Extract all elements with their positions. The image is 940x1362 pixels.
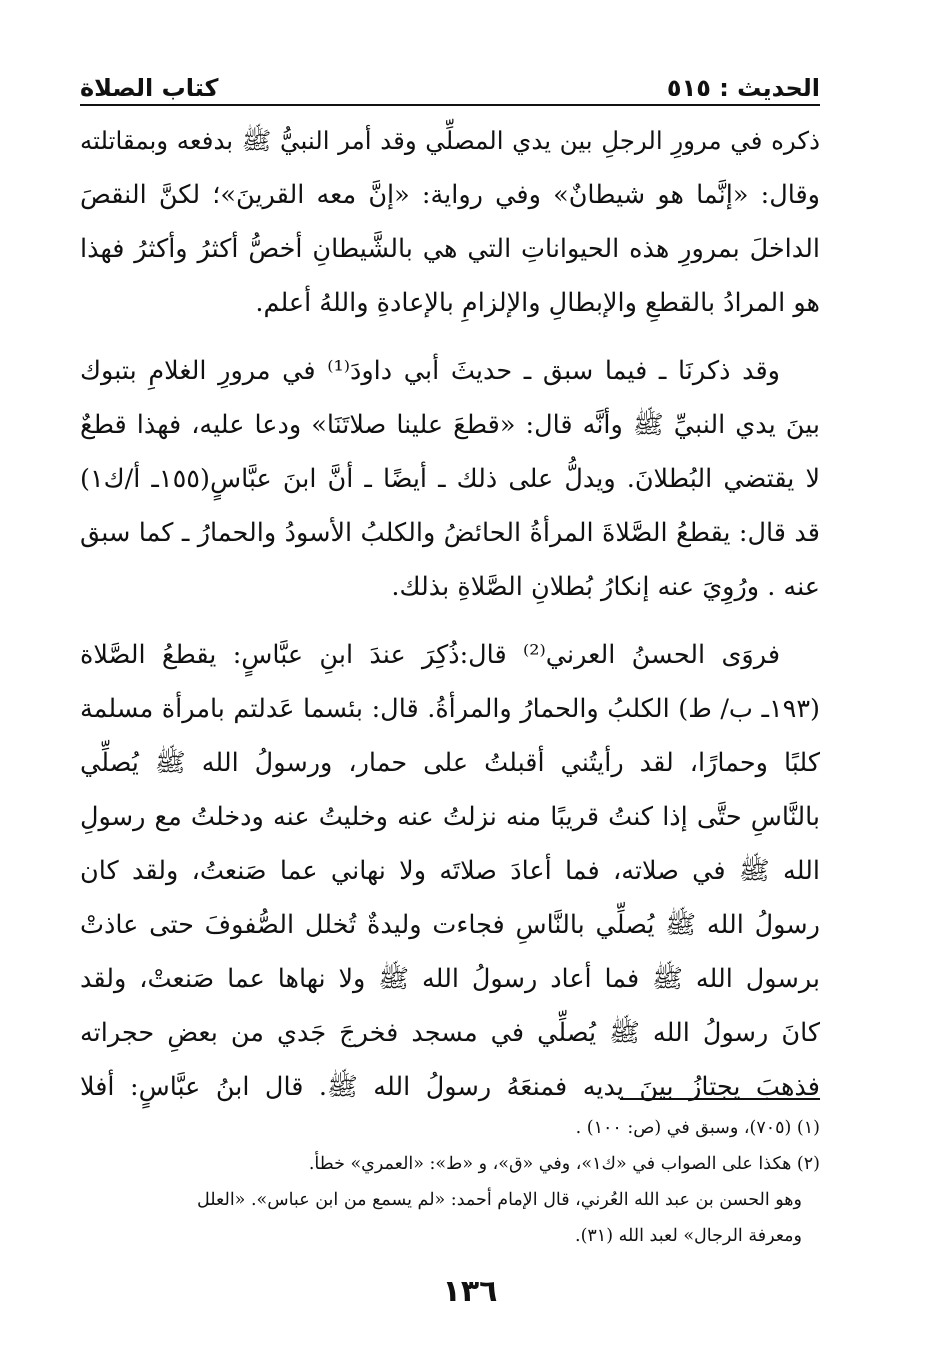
text-line: كانَ رسولُ الله ﷺ يُصلِّي في مسجد فخرجَ جَدي من بعضِ حجراته	[80, 1018, 820, 1048]
main-text	[80, 114, 820, 1128]
header-divider	[80, 104, 820, 106]
text-line: بالنَّاسِ حتَّى إذا كنتُ قريبًا منه نزلتُ عنه وخليتُ عنه ودخلتُ مع رسولِ	[80, 802, 820, 832]
footnote-divider	[620, 1098, 820, 1100]
text-line: رسولُ الله ﷺ يُصلِّي بالنَّاسِ فجاءت وليدةٌ تُخلل الصُّفوفَ حتى عاذتْ	[80, 910, 820, 940]
text-line: (١٩٣ـ ب/ ط) الكلبُ والحمارُ والمرأةُ. قال: بئسما عَدلتم بامرأة مسلمة	[80, 694, 820, 724]
text-line: برسول الله ﷺ فما أعاد رسولُ الله ﷺ ولا نهاها عما صَنعتْ، ولقد	[80, 964, 820, 994]
paragraph-2	[80, 344, 820, 614]
running-header	[80, 62, 820, 102]
text-line: الداخلَ بمرورِ هذه الحيواناتِ التي هي بالشَّيطانِ أخصُّ أكثرُ وأكثرُ فهذا	[80, 234, 820, 264]
hadith-number-label: الحديث : ٥١٥	[666, 74, 820, 102]
text-line: هو المرادُ بالقطعِ والإبطالِ والإلزامِ بالإعادةِ واللهُ أعلم.	[255, 288, 820, 318]
text-line: بينَ يدي النبيِّ ﷺ وأنَّه قال: «قطعَ علينا صلاتَنَا» ودعا عليه، فهذا قطعٌ	[80, 410, 820, 440]
paragraph-1	[80, 114, 820, 330]
footnote-1: (١) (٧٠٥)، وسبق في (ص: ١٠٠) .	[575, 1118, 820, 1138]
book-title: كتاب الصلاة	[80, 74, 219, 102]
text-line: قد قال: يقطعُ الصَّلاةَ المرأةُ الحائضُ والكلبُ الأسودُ والحمارُ ـ كما سبق	[80, 518, 820, 548]
text-line: كلبًا وحمارًا، لقد رأيتُني أقبلتُ على حمار، ورسولُ الله ﷺ يُصلِّي	[80, 748, 820, 778]
paragraph-3	[80, 628, 820, 1114]
footnote-2-continuation: وهو الحسن بن عبد الله العُرني، قال الإمام أحمد: «لم يسمع من ابن عباس». «العلل	[197, 1190, 802, 1210]
text-line: فذهبَ يجتازُ بينَ يديه فمنعَهُ رسولُ الله ﷺ. قال ابنُ عبَّاسٍ: أفلا	[80, 1072, 820, 1102]
footnote-2-continuation: ومعرفة الرجال» لعبد الله (٣١).	[575, 1226, 802, 1246]
text-line: الله ﷺ في صلاته، فما أعادَ صلاتَه ولا نهاني عما صَنعتُ، ولقد كان	[80, 856, 820, 886]
footnotes	[80, 1110, 820, 1254]
text-line: لا يقتضي البُطلانَ. ويدلُّ على ذلك ـ أيضًا ـ أنَّ ابنَ عبَّاسٍ(١٥٥ـ أ/ك١)	[80, 464, 820, 494]
text-line: وقد ذكرنَا ـ فيما سبق ـ حديثَ أبي داودَ⁽¹⁾ في مرورِ الغلامِ بتبوك	[80, 356, 780, 386]
page-number: ١٣٦	[442, 1274, 498, 1309]
text-line: ذكره في مرورِ الرجلِ بين يدي المصلِّي وقد أمر النبيُّ ﷺ بدفعه وبمقاتلته	[80, 126, 820, 155]
footnote-2: (٢) هكذا على الصواب في «ك١»، وفي «ق»، و «ط»: «العمري» خطأ.	[308, 1154, 820, 1174]
text-line: وقال: «إنَّما هو شيطانٌ» وفي رواية: «إنَّ معه القرينَ»؛ لكنَّ النقصَ	[80, 180, 820, 210]
text-line: عنه . ورُوِيَ عنه إنكارُ بُطلانِ الصَّلاةِ بذلك.	[391, 572, 820, 602]
text-line: فروَى الحسنُ العرني⁽²⁾ قال:ذُكِرَ عندَ ابنِ عبَّاسٍ: يقطعُ الصَّلاة	[80, 640, 781, 670]
